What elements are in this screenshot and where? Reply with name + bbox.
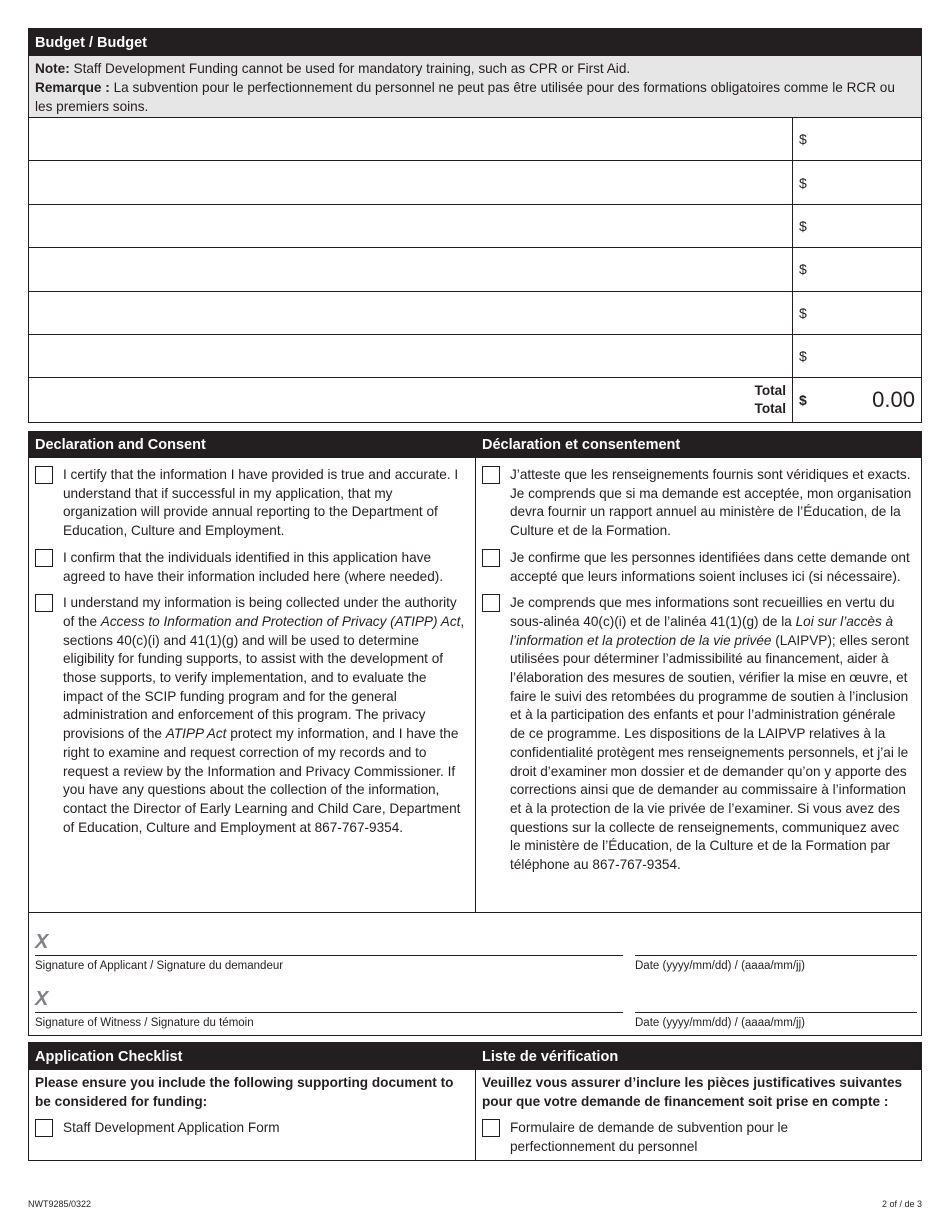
budget-amount-input[interactable] [811, 261, 911, 277]
checklist-lead-en: Please ensure you include the following supporting document to be considered for funding: [35, 1075, 454, 1109]
budget-description-input[interactable] [29, 248, 792, 290]
budget-description-input[interactable] [29, 335, 792, 377]
remarque-label: Remarque : [35, 80, 110, 95]
budget-rows [29, 118, 921, 422]
application-form-checkbox[interactable] [35, 1119, 53, 1137]
certify-checkbox[interactable] [35, 466, 53, 484]
witness-signature-mark: X [35, 988, 49, 1010]
privacy-checkbox[interactable] [35, 594, 53, 612]
budget-header: Budget / Budget [29, 29, 921, 56]
declaration-en [29, 432, 475, 913]
confirm-checkbox[interactable] [35, 549, 53, 567]
budget-row [29, 118, 921, 161]
budget-amount-input[interactable] [811, 348, 911, 364]
budget-description-input[interactable] [29, 205, 792, 247]
currency-symbol: $ [799, 261, 807, 278]
checklist-section [28, 1042, 922, 1161]
witness-signature-label: Signature of Witness / Signature du témoin [35, 1017, 254, 1029]
page-number: 2 of / de 3 [881, 1199, 922, 1209]
budget-description-input[interactable] [29, 161, 792, 203]
certify-checkbox-fr[interactable] [482, 466, 500, 484]
budget-row [29, 161, 921, 204]
note-text: Staff Development Funding cannot be used for mandatory training, such as CPR or First Aid. [73, 61, 631, 76]
checklist-lead-fr: Veuillez vous assurer d’inclure les pièces justificatives suivantes pour que votre demande de financement soit prise en compte : [482, 1075, 903, 1109]
budget-amount-input[interactable] [811, 305, 911, 321]
note-label: Note: [35, 61, 70, 76]
application-form-checkbox-fr[interactable] [482, 1119, 500, 1137]
application-form-label-fr: Formulaire de demande de subvention pour le perfectionnement du personnel [510, 1120, 789, 1155]
applicant-signature-mark: X [35, 931, 49, 953]
form-code: NWT9285/0322 [28, 1199, 92, 1209]
currency-symbol: $ [799, 348, 807, 365]
budget-total-row [29, 378, 921, 421]
budget-row [29, 292, 921, 335]
privacy-text-fr: Je comprends que mes informations sont recueillies en vertu du sous-alinéa 40(c)(i) et de l’alinéa 41(1)(g) de la Loi sur l’accès à l’information et la protection de la vie privée (LAIPVP); elles seront utilisées pour déterminer l’admissibilité au financement, aider à l’élaboration des mesures de soutien, vérifier la mise en œuvre, et faire le suivi des retombées du programme de soutien à l’inclusion et à la participation des enfants et pour l’administration générale de ce programme. Les dispositions de la LAIPVP relatives à la confidentialité protègent mes renseignements personnels, et j’ai le droit d’examiner mon dossier et de demander qu’on y apporte des corrections ainsi que de demander au commissaire à l’information et à la protection de la vie privée de l’examiner. Si vous avez des questions sur la collecte de renseignements, communiquez avec le ministère de l’Éducation, de la Culture et de la Formation par téléphone au 867-767-9354. [510, 595, 909, 873]
applicant-signature-field[interactable] [35, 955, 623, 956]
total-label [29, 378, 793, 421]
budget-description-input[interactable] [29, 292, 792, 334]
remarque-text: La subvention pour le perfectionnement du personnel ne peut pas être utilisée pour des formations obligatoires comme le RCR ou les premiers soins. [35, 80, 895, 114]
declaration-fr [475, 432, 921, 913]
budget-row [29, 248, 921, 291]
currency-symbol: $ [799, 392, 807, 409]
total-label-en: Total [754, 383, 786, 399]
declaration-section [28, 431, 922, 1036]
privacy-text: I understand my information is being collected under the authority of the Access to Information and Protection of Privacy (ATIPP) Act, sections 40(c)(i) and 41(1)(g) and will be used to determine eligibility for funding supports, to assist with the development of those supports, to verify implementation, and to evaluate the impact of the SCIP funding program and for the general administration and enforcement of this program. The privacy provisions of the ATIPP Act protect my information, and I have the right to examine and request correction of my records and to request a review by the Information and Privacy Commissioner. If you have any questions about the collection of the information, contact the Director of Early Learning and Child Care, Department of Education, Culture and Employment at 867-767-9354. [63, 595, 465, 835]
witness-date-field[interactable] [635, 1012, 917, 1013]
checklist-fr [475, 1043, 921, 1160]
currency-symbol: $ [799, 304, 807, 321]
witness-signature-field[interactable] [35, 1012, 623, 1013]
confirm-text: I confirm that the individuals identified in this application have agreed to have their information included here (where needed). [63, 549, 444, 584]
applicant-signature-label: Signature of Applicant / Signature du demandeur [35, 960, 284, 972]
privacy-checkbox-fr[interactable] [482, 594, 500, 612]
checklist-en [29, 1043, 475, 1160]
checklist-header-en: Application Checklist [29, 1043, 475, 1070]
application-form-label: Staff Development Application Form [63, 1120, 280, 1136]
confirm-text-fr: Je confirme que les personnes identifiées dans cette demande ont accepté que leurs informations soient incluses ici (si nécessaire). [510, 549, 910, 584]
budget-amount-input[interactable] [811, 175, 911, 191]
applicant-date-field[interactable] [635, 955, 917, 956]
declaration-header-fr: Déclaration et consentement [476, 432, 921, 458]
confirm-checkbox-fr[interactable] [482, 549, 500, 567]
applicant-date-label: Date (yyyy/mm/dd) / (aaaa/mm/jj) [635, 960, 805, 972]
currency-symbol: $ [799, 217, 807, 234]
budget-note [29, 56, 921, 118]
currency-symbol: $ [799, 131, 807, 148]
total-value: 0.00 [872, 387, 915, 413]
budget-row [29, 335, 921, 378]
budget-row [29, 205, 921, 248]
certify-text: I certify that the information I have provided is true and accurate. I understand that if successful in my application, that my organization will provide annual reporting to the Department of Education, Culture and Employment. [63, 467, 459, 539]
currency-symbol: $ [799, 174, 807, 191]
witness-date-label: Date (yyyy/mm/dd) / (aaaa/mm/jj) [635, 1017, 805, 1029]
budget-amount-input[interactable] [811, 131, 911, 147]
checklist-header-fr: Liste de vérification [476, 1043, 921, 1070]
signature-area [29, 913, 921, 1035]
total-label-fr: Total [754, 401, 786, 417]
certify-text-fr: J’atteste que les renseignements fournis sont véridiques et exacts. Je comprends que si ma demande est acceptée, mon organisation devra fournir un rapport annuel au ministère de l’Éducation, de la Culture et de la Formation. [510, 467, 912, 539]
declaration-header-en: Declaration and Consent [29, 432, 475, 458]
budget-amount-input[interactable] [811, 218, 911, 234]
budget-description-input[interactable] [29, 118, 792, 160]
budget-section [28, 28, 922, 423]
